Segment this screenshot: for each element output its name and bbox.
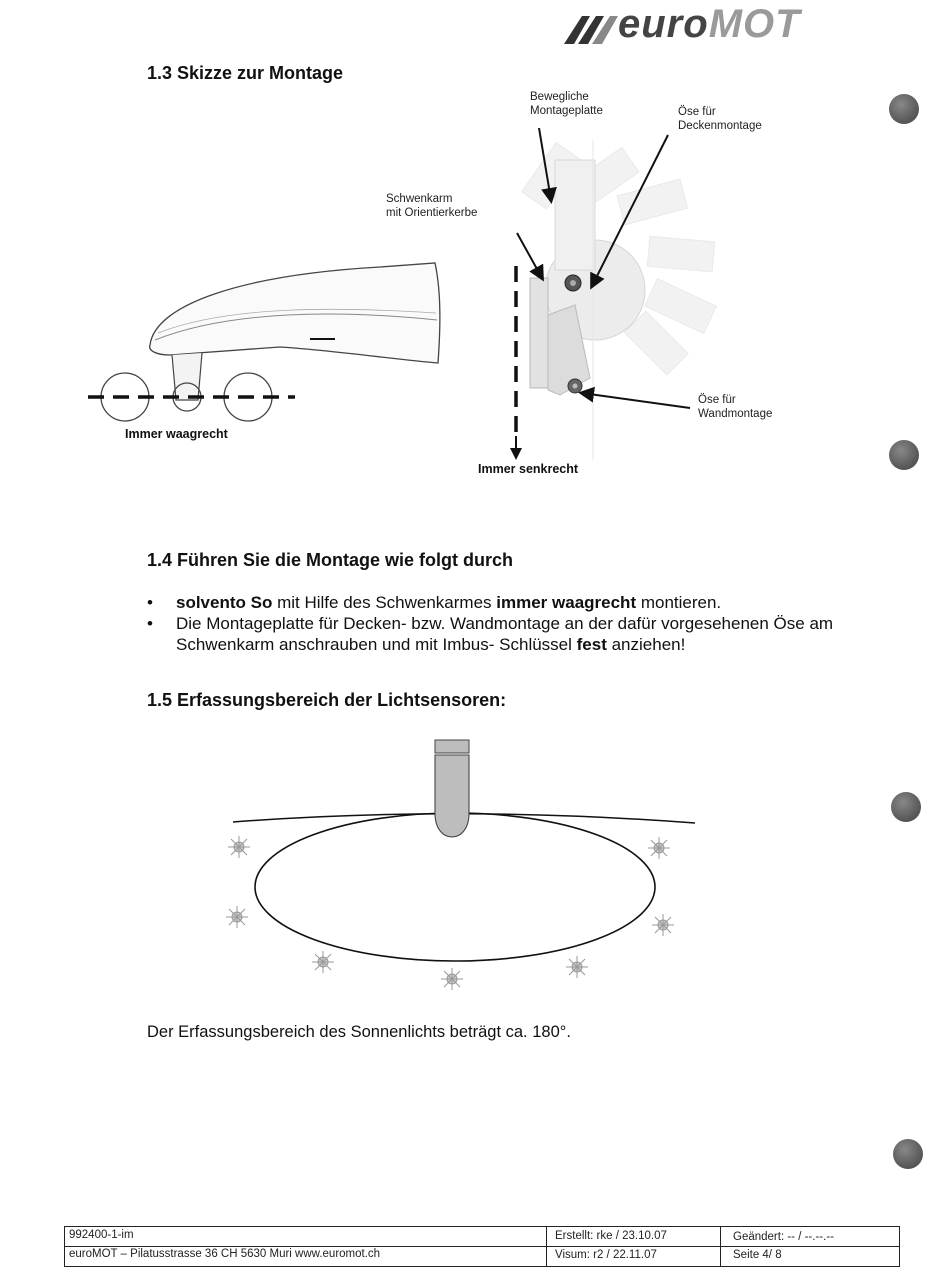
section-14-title: 1.4 Führen Sie die Montage wie folgt durch [147,550,514,570]
label-deckenmontage: Öse für Deckenmontage [678,106,762,132]
label-schwenkarm: Schwenkarm mit Orientierkerbe [386,193,478,219]
section-15-title: 1.5 Erfassungsbereich der Lichtsensoren: [147,690,507,710]
label-wandmontage: Öse für Wandmontage [698,394,773,420]
instruction-list [147,592,837,655]
footer-address: euroMOT – Pilatusstrasse 36 CH 5630 Muri www.euromot.ch [69,1248,381,1260]
footer-seite: Seite 4/ 8 [733,1249,782,1261]
annotation-arrows [0,0,950,520]
label-immer-waagrecht: Immer waagrecht [125,427,228,441]
punch-hole [893,1139,923,1169]
sun-icon [226,836,674,990]
footer-doc-id: 992400-1-im [69,1229,134,1241]
label-montageplatte: Bewegliche Montageplatte [530,91,603,117]
instruction-item: • solvento So mit Hilfe des Schwenkarmes immer waagrecht montieren. [147,592,837,613]
document-footer [64,1226,900,1267]
footer-visum: Visum: r2 / 22.11.07 [555,1249,657,1261]
logo-wordmark: euroMOT [618,2,801,46]
detection-caption: Der Erfassungsbereich des Sonnenlichts beträgt ca. 180°. [147,1023,571,1041]
detection-range-diagram [215,735,705,1000]
section-13-title: 1.3 Skizze zur Montage [147,63,344,83]
instruction-item: • Die Montageplatte für Decken- bzw. Wandmontage an der dafür vorgesehenen Öse am Schwenkarm anschrauben und mit Imbus- Schlüssel fest anziehen! [147,613,837,655]
label-immer-senkrecht: Immer senkrecht [478,462,579,476]
footer-erstellt: Erstellt: rke / 23.10.07 [555,1230,667,1242]
footer-geaendert: Geändert: -- / --.--.-- [733,1231,834,1243]
punch-hole [891,792,921,822]
